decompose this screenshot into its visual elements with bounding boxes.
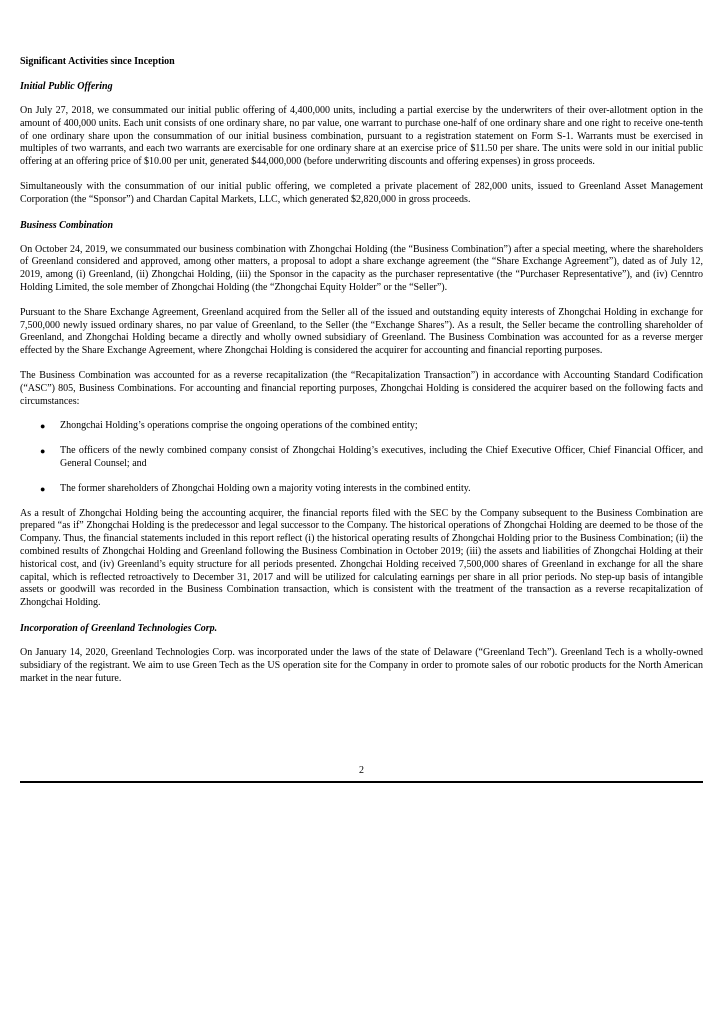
- business-combination-paragraph-4: As a result of Zhongchai Holding being the accounting acquirer, the financial reports filed with the SEC by the Company subsequent to the Business Combination are prepared “as if” Zhongchai Holding is the predecessor and legal successor to the Company. The historical operations of Zhongchai Holding are deemed to be those of the Company. Thus, the financial statements included in this report reflect (i) the historical operating results of Zhongchai Holding prior to the Business Combination; (ii) the combined results of Zhongchai Holding and Greenland following the Business Combination in October 2019; (iii) the assets and liabilities of Zhongchai Holding at their historical cost, and (iv) Greenland’s equity structure for all periods presented. Zhongchai Holding received 7,500,000 shares of Greenland in exchange for all the share capital, which is reflected retroactively to December 31, 2017 and will be utilized for calculating earnings per share in all prior periods. No step-up basis of intangible assets or goodwill was recorded in the Business Combination transaction, which is consistent with the treatment of the transaction as a reverse recapitalization of Zhongchai Holding.: [20, 507, 703, 609]
- business-combination-heading: Business Combination: [20, 219, 114, 231]
- list-item: [20, 483, 703, 496]
- list-item: [20, 420, 703, 433]
- page-footer: [20, 765, 703, 783]
- footer-rule: [20, 781, 703, 783]
- bullet-icon: ●: [40, 421, 46, 432]
- list-item: [20, 445, 703, 471]
- business-combination-paragraph-2: Pursuant to the Share Exchange Agreement, Greenland acquired from the Seller all of the issued and outstanding equity interests of Zhongchai Holding in exchange for 7,500,000 newly issued ordinary shares, no par value of Greenland, to the Seller (the “Exchange Shares”). As a result, the Seller became the controlling shareholder of Greenland, and Zhongchai Holding became a directly and wholly owned subsidiary of Greenland. The Business Combination was accounted for as a reverse merger effected by the Share Exchange Agreement, where Zhongchai Holding is considered the acquirer for accounting and financial reporting purposes.: [20, 306, 703, 357]
- page-number: 2: [359, 765, 364, 776]
- list-item-text: The officers of the newly combined company consist of Zhongchai Holding’s executives, including the Chief Executive Officer, Chief Financial Officer, and General Counsel; and: [60, 445, 703, 469]
- business-combination-paragraph-1: On October 24, 2019, we consummated our business combination with Zhongchai Holding (the “Business Combination”) after a special meeting, where the shareholders of Greenland considered and approved, among other matters, a proposal to adopt a share exchange agreement (the “Share Exchange Agreement”), dated as of July 12, 2019, among (i) Greenland, (ii) Zhongchai Holding, (iii) the Sponsor in the capacity as the purchaser representative (the “Purchaser Representative”), and (iv) Cenntro Holding Limited, the sole member of Zhongchai Holding (the “Zhongchai Equity Holder” or the “Seller”).: [20, 243, 703, 293]
- ipo-paragraph-2: Simultaneously with the consummation of our initial public offering, we completed a private placement of 282,000 units, issued to Greenland Asset Management Corporation (the “Sponsor”) and Chardan Capital Markets, LLC, which generated $2,820,000 in gross proceeds.: [20, 180, 703, 205]
- list-item-text: Zhongchai Holding’s operations comprise the ongoing operations of the combined entity;: [60, 420, 418, 432]
- ipo-heading: Initial Public Offering: [20, 81, 113, 92]
- business-combination-paragraph-3: The Business Combination was accounted for as a reverse recapitalization (the “Recapitalization Transaction”) in accordance with Accounting Standard Codification (“ASC”) 805, Business Combinations. For accounting and financial reporting purposes, Zhongchai Holding is considered the acquirer based on the following facts and circumstances:: [20, 369, 703, 407]
- incorporation-heading: Incorporation of Greenland Technologies Corp.: [20, 622, 218, 634]
- section-title: Significant Activities since Inception: [20, 56, 175, 67]
- ipo-paragraph-1: On July 27, 2018, we consummated our initial public offering of 4,400,000 units, including a partial exercise by the underwriters of their over-allotment option in the amount of 400,000 units. Each unit consists of one ordinary share, no par value, one warrant to purchase one-half of one ordinary share and one right to receive one-tenth of one ordinary share upon the consummation of our initial business combination, pursuant to a registration statement on Form S-1. Warrants must be exercised in multiples of two warrants, and each two warrants are exercisable for one ordinary share at an exercise price of $11.50 per share. The units were sold in our initial public offering at an offering price of $10.00 per unit, generated $44,000,000 (before underwriting discounts and offering expenses) in gross proceeds.: [20, 105, 703, 168]
- bullet-icon: ●: [40, 446, 46, 457]
- acquirer-facts-list: [20, 420, 703, 495]
- incorporation-paragraph-1: On January 14, 2020, Greenland Technologies Corp. was incorporated under the laws of the state of Delaware (“Greenland Tech”). Greenland Tech is a wholly-owned subsidiary of the registrant. We aim to use Green Tech as the US operation site for the Company in order to promote sales of our robotic products for the North American market in the near future.: [20, 646, 703, 684]
- list-item-text: The former shareholders of Zhongchai Holding own a majority voting interests in the combined entity.: [60, 482, 471, 494]
- bullet-icon: ●: [40, 483, 46, 494]
- document-page: [20, 55, 703, 697]
